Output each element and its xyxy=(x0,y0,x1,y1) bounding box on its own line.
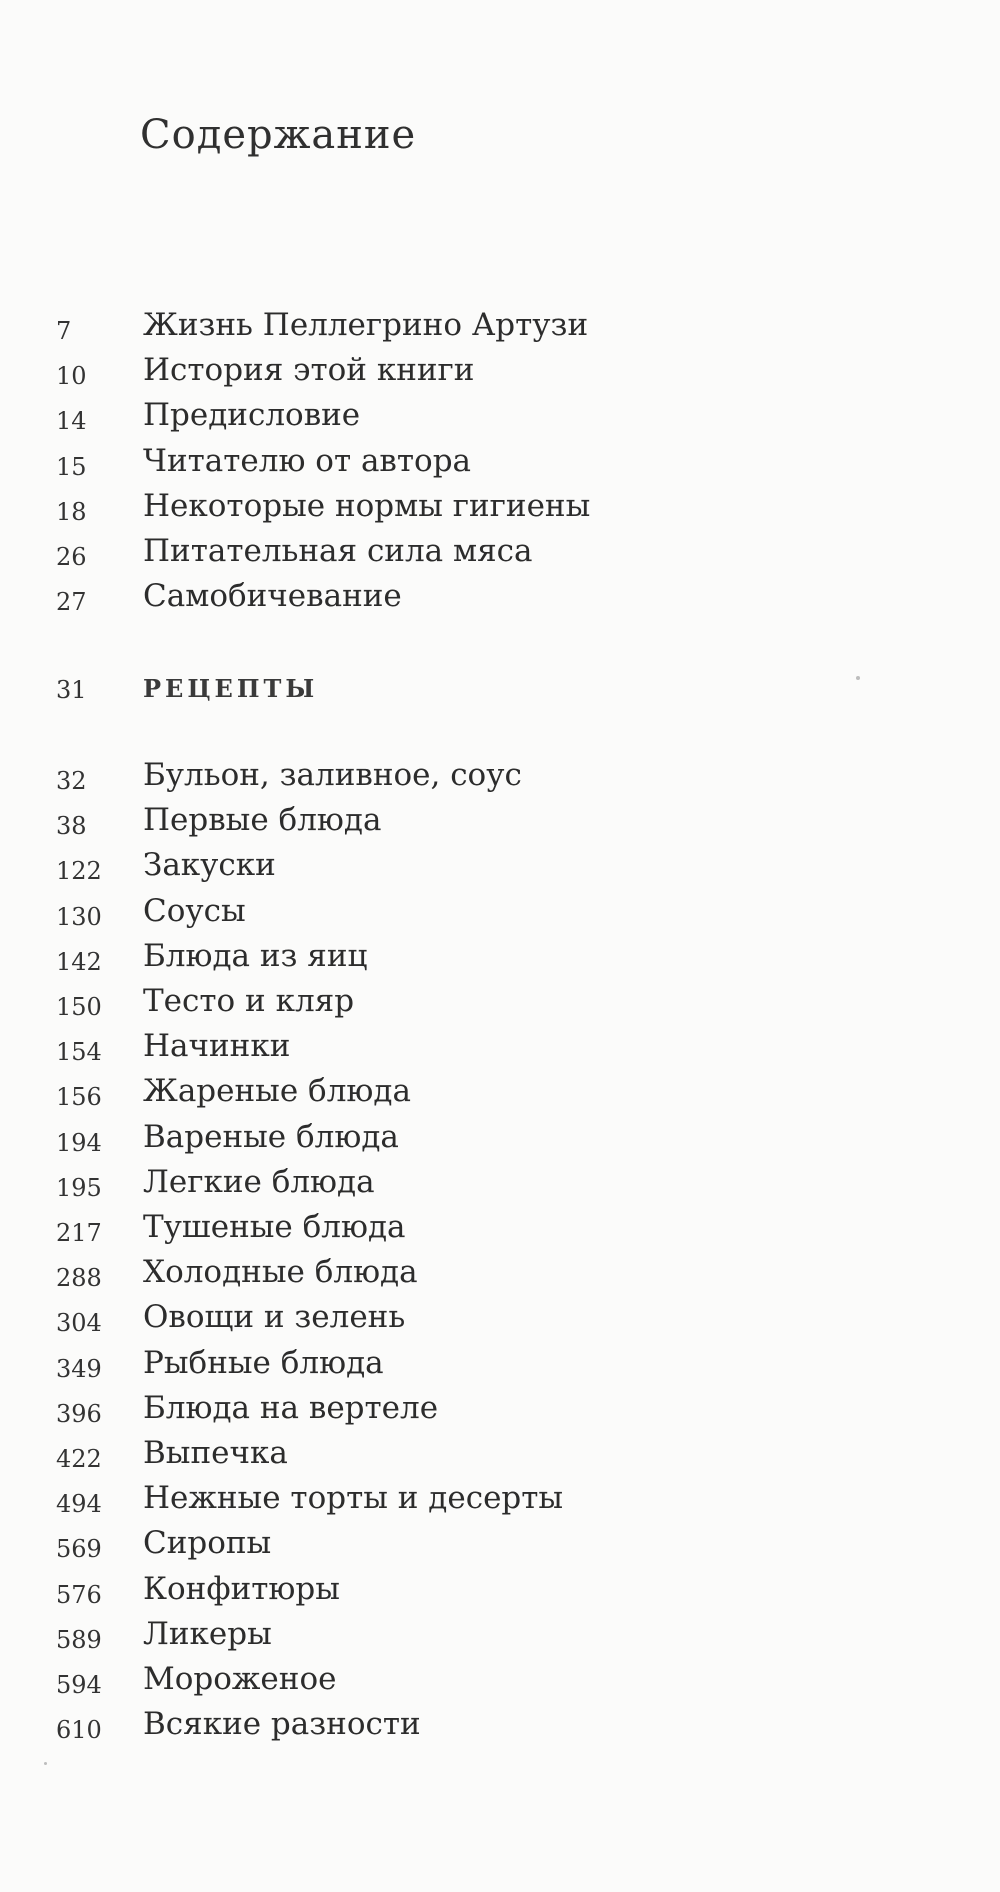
toc-row xyxy=(0,1345,1000,1389)
toc-row xyxy=(0,802,1000,846)
toc-entry-title: Блюда из яиц xyxy=(143,938,368,974)
toc-row xyxy=(0,1209,1000,1253)
toc-entry-title: Всякие разности xyxy=(143,1706,421,1742)
toc-row xyxy=(0,1435,1000,1479)
toc-row xyxy=(0,1480,1000,1524)
toc-entry-title: РЕЦЕПТЫ xyxy=(143,674,319,703)
toc-page-number: 18 xyxy=(56,498,87,526)
paper-speck xyxy=(856,676,860,680)
toc-row xyxy=(0,1073,1000,1117)
toc-row xyxy=(0,352,1000,396)
toc-page-number: 195 xyxy=(56,1174,102,1202)
toc-row xyxy=(0,1028,1000,1072)
toc-entry-title: Сиропы xyxy=(143,1525,272,1561)
toc-page-number: 217 xyxy=(56,1219,102,1247)
page-title: Содержание xyxy=(140,112,417,158)
toc-section-heading xyxy=(0,668,1000,712)
toc-page-number: 304 xyxy=(56,1309,102,1337)
toc-row xyxy=(0,578,1000,622)
toc-entry-title: Тесто и кляр xyxy=(143,983,355,1019)
toc-row xyxy=(0,1525,1000,1569)
toc-entry-title: Жизнь Пеллегрино Артузи xyxy=(143,307,589,343)
toc-row xyxy=(0,893,1000,937)
toc-page-number: 156 xyxy=(56,1083,102,1111)
toc-page-number: 576 xyxy=(56,1581,102,1609)
toc-row xyxy=(0,443,1000,487)
toc-entry-title: Рыбные блюда xyxy=(143,1345,384,1381)
toc-entry-title: Мороженое xyxy=(143,1661,337,1697)
toc-entry-title: Бульон, заливное, соус xyxy=(143,757,522,793)
toc-page-number: 15 xyxy=(56,453,87,481)
toc-entry-title: Соусы xyxy=(143,893,246,929)
toc-row xyxy=(0,1571,1000,1615)
toc-page-number: 610 xyxy=(56,1716,102,1744)
toc-page-number: 7 xyxy=(56,317,72,345)
toc-page-number: 14 xyxy=(56,407,87,435)
toc-row xyxy=(0,983,1000,1027)
toc-entry-title: Жареные блюда xyxy=(143,1073,411,1109)
toc-entry-title: Нежные торты и десерты xyxy=(143,1480,564,1516)
toc-entry-title: Самобичевание xyxy=(143,578,402,614)
toc-page-number: 27 xyxy=(56,588,87,616)
toc-row xyxy=(0,1254,1000,1298)
toc-row xyxy=(0,397,1000,441)
toc-page-number: 396 xyxy=(56,1400,102,1428)
toc-row xyxy=(0,1299,1000,1343)
toc-entry-title: Предисловие xyxy=(143,397,361,433)
toc-page-number: 38 xyxy=(56,812,87,840)
toc-page-number: 569 xyxy=(56,1535,102,1563)
toc-row xyxy=(0,1390,1000,1434)
toc-page-number: 32 xyxy=(56,767,87,795)
toc-row xyxy=(0,1164,1000,1208)
toc-page-number: 594 xyxy=(56,1671,102,1699)
toc-entry-title: Начинки xyxy=(143,1028,291,1064)
toc-page-number: 31 xyxy=(56,676,87,704)
toc-page-number: 288 xyxy=(56,1264,102,1292)
toc-page-number: 589 xyxy=(56,1626,102,1654)
toc-page-number: 422 xyxy=(56,1445,102,1473)
toc-row xyxy=(0,1616,1000,1660)
toc-entry-title: Вареные блюда xyxy=(143,1119,399,1155)
toc-page-number: 142 xyxy=(56,948,102,976)
paper-speck xyxy=(44,1762,47,1765)
toc-row xyxy=(0,488,1000,532)
toc-entry-title: Овощи и зелень xyxy=(143,1299,406,1335)
toc-entry-title: Первые блюда xyxy=(143,802,382,838)
toc-page-number: 26 xyxy=(56,543,87,571)
toc-entry-title: Блюда на вертеле xyxy=(143,1390,439,1426)
toc-row xyxy=(0,757,1000,801)
toc-entry-title: Ликеры xyxy=(143,1616,272,1652)
toc-entry-title: Конфитюры xyxy=(143,1571,340,1607)
toc-page-number: 10 xyxy=(56,362,87,390)
toc-page-number: 494 xyxy=(56,1490,102,1518)
toc-entry-title: Холодные блюда xyxy=(143,1254,418,1290)
toc-entry-title: Питательная сила мяса xyxy=(143,533,533,569)
toc-row xyxy=(0,533,1000,577)
toc-page-number: 130 xyxy=(56,903,102,931)
toc-page-number: 122 xyxy=(56,857,102,885)
toc-entry-title: Некоторые нормы гигиены xyxy=(143,488,591,524)
toc-page-number: 194 xyxy=(56,1129,102,1157)
toc-entry-title: Легкие блюда xyxy=(143,1164,375,1200)
toc-entry-title: Выпечка xyxy=(143,1435,288,1471)
toc-entry-title: Закуски xyxy=(143,847,276,883)
toc-row xyxy=(0,307,1000,351)
toc-row xyxy=(0,847,1000,891)
toc-row xyxy=(0,1661,1000,1705)
toc-entry-title: История этой книги xyxy=(143,352,475,388)
toc-page-number: 150 xyxy=(56,993,102,1021)
toc-entry-title: Читателю от автора xyxy=(143,443,472,479)
toc-row xyxy=(0,1706,1000,1750)
toc-page-number: 349 xyxy=(56,1355,102,1383)
toc-row xyxy=(0,1119,1000,1163)
toc-page-number: 154 xyxy=(56,1038,102,1066)
toc-row xyxy=(0,938,1000,982)
toc-entry-title: Тушеные блюда xyxy=(143,1209,406,1245)
